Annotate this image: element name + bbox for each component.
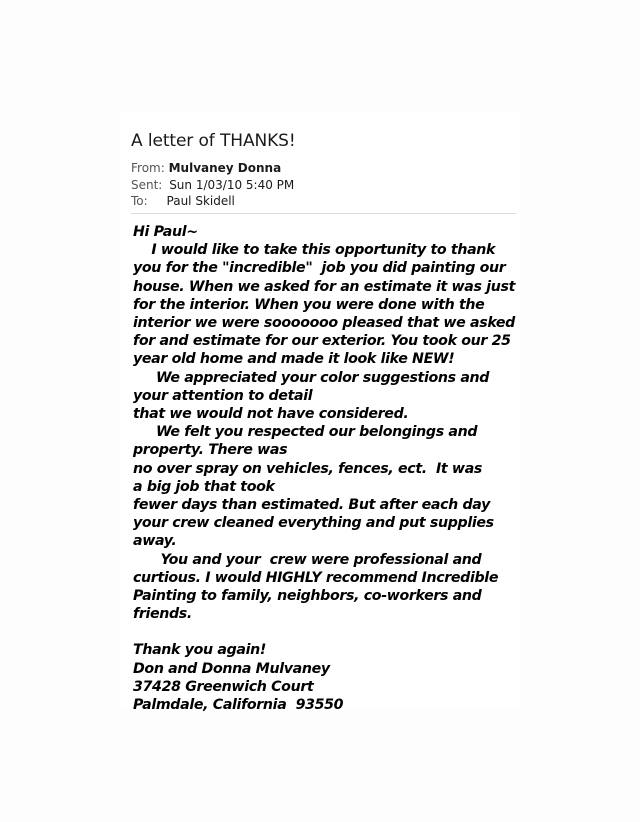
letter-line: You and your crew were professional and xyxy=(133,551,482,568)
sent-row xyxy=(131,177,521,194)
letter-line: your crew cleaned everything and put supplies xyxy=(133,515,494,532)
letter-line: curtious. I would HIGHLY recommend Incredible xyxy=(133,569,499,586)
letter-line: Painting to family, neighbors, co-workers and xyxy=(133,588,482,605)
email-subject: A letter of THANKS! xyxy=(131,131,296,151)
letter-line: no over spray on vehicles, fences, ect. It was xyxy=(133,460,483,477)
letter-line: a big job that took xyxy=(133,478,275,495)
letter-line: for the interior. When you were done with the xyxy=(133,296,485,313)
to-label: To: xyxy=(131,194,148,208)
from-row xyxy=(131,160,521,177)
from-value: Mulvaney Donna xyxy=(168,161,282,175)
letter-line: We appreciated your color suggestions and xyxy=(133,369,490,386)
letter-line: that we would not have considered. xyxy=(133,406,409,423)
to-row xyxy=(131,193,521,210)
to-value: Paul Skidell xyxy=(166,194,235,208)
letter-body xyxy=(133,223,528,714)
letter-line: interior we were sooooooo pleased that we asked xyxy=(133,315,515,332)
letter-line: you for the "incredible" job you did painting our xyxy=(133,260,506,277)
email-header xyxy=(131,130,521,210)
address-city: Palmdale, California 93550 xyxy=(133,697,344,714)
letter-line: year old home and made it look like NEW! xyxy=(133,351,455,368)
signature-names: Don and Donna Mulvaney xyxy=(133,660,330,677)
letter-line: for and estimate for our exterior. You took our 25 xyxy=(133,333,511,350)
letter-line: friends. xyxy=(133,606,192,623)
letter-line: I would like to take this opportunity to thank xyxy=(133,242,496,259)
header-divider xyxy=(131,213,516,214)
sent-value: Sun 1/03/10 5:40 PM xyxy=(169,177,295,192)
from-label: From: xyxy=(131,161,165,175)
letter-line: property. There was xyxy=(133,442,288,459)
letter-line: away. xyxy=(133,533,177,550)
paragraph-gap xyxy=(133,623,528,641)
letter-line: your attention to detail xyxy=(133,387,313,404)
sent-label: Sent: xyxy=(131,177,163,192)
letter-line: Hi Paul~ xyxy=(133,224,198,240)
letter-line: fewer days than estimated. But after each day xyxy=(133,497,490,514)
address-street: 37428 Greenwich Court xyxy=(133,678,314,695)
letter-line: house. When we asked for an estimate it was just xyxy=(133,278,516,295)
closing-line: Thank you again! xyxy=(133,642,266,659)
letter-line: We felt you respected our belongings and xyxy=(133,424,478,441)
